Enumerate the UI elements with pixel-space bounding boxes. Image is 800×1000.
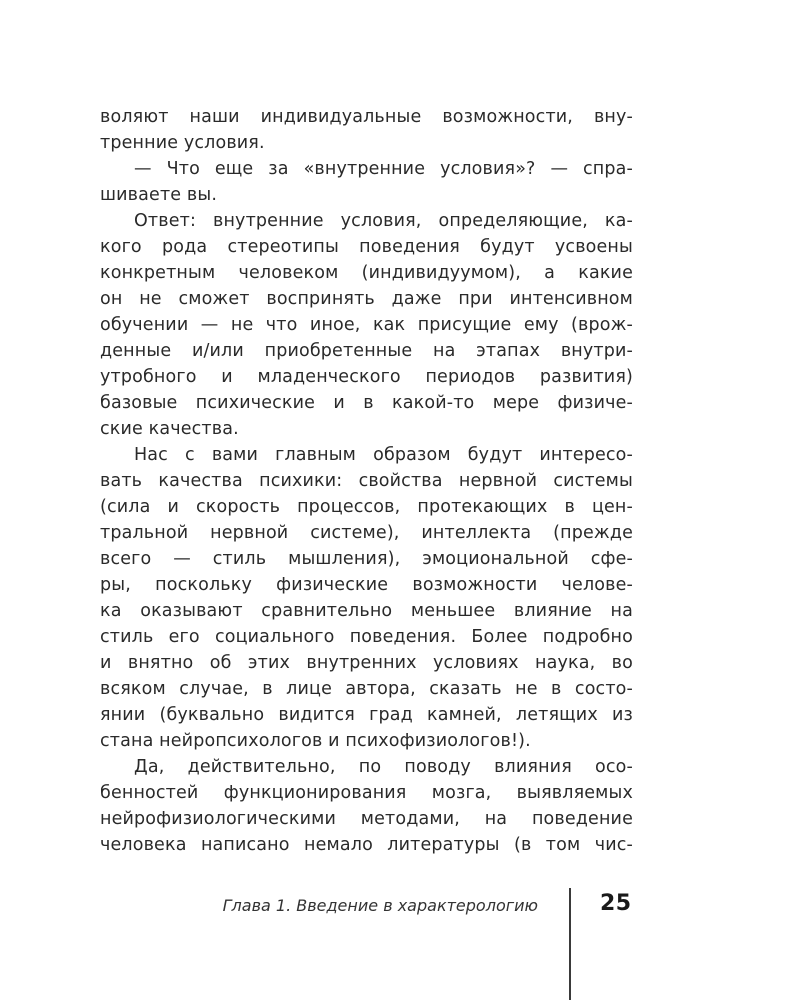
text-line: воляют наши индивидуальные возможности, вну- xyxy=(100,107,633,127)
text-line: обучении — не что иное, как присущие ему (врож- xyxy=(100,315,633,335)
text-line: конкретным человеком (индивидуумом), а какие xyxy=(100,263,633,283)
text-line: — Что еще за «внутренние условия»? — спра- xyxy=(134,159,633,179)
text-line: тральной нервной системе), интеллекта (прежде xyxy=(100,523,633,543)
text-line: Нас с вами главным образом будут интересо- xyxy=(134,445,633,465)
text-line: и внятно об этих внутренних условиях наука, во xyxy=(100,653,633,673)
footer-divider xyxy=(569,888,571,1000)
text-line: денные и/или приобретенные на этапах внутри- xyxy=(100,341,633,361)
text-line: ры, поскольку физические возможности челове- xyxy=(100,575,633,595)
text-line: Ответ: внутренние условия, определяющие, ка- xyxy=(134,211,633,231)
text-line: стиль его социального поведения. Более подробно xyxy=(100,627,633,647)
text-line: шиваете вы. xyxy=(100,185,218,205)
text-line: бенностей функционирования мозга, выявляемых xyxy=(100,783,633,803)
text-line: вать качества психики: свойства нервной системы xyxy=(100,471,633,491)
text-line: он не сможет воспринять даже при интенсивном xyxy=(100,289,633,309)
paragraph xyxy=(100,208,633,442)
paragraph xyxy=(100,156,633,208)
paragraph xyxy=(100,442,633,754)
text-line: янии (буквально видится град камней, летящих из xyxy=(100,705,633,725)
text-line: ка оказывают сравнительно меньшее влияние на xyxy=(100,601,633,621)
text-line: (сила и скорость процессов, протекающих в цен- xyxy=(100,497,633,517)
body-text xyxy=(100,104,633,858)
text-line: Да, действительно, по поводу влияния осо- xyxy=(134,757,633,777)
text-line: кого рода стереотипы поведения будут усвоены xyxy=(100,237,633,257)
text-line: базовые психические и в какой-то мере физиче- xyxy=(100,393,633,413)
text-line: ские качества. xyxy=(100,419,239,439)
text-line: стана нейропсихологов и психофизиологов!). xyxy=(100,731,531,751)
text-line: нейрофизиологическими методами, на поведение xyxy=(100,809,633,829)
page-number: 25 xyxy=(600,891,632,916)
text-line: человека написано немало литературы (в том чис- xyxy=(100,835,633,855)
text-line: тренние условия. xyxy=(100,133,265,153)
text-line: всего — стиль мышления), эмоциональной сфе- xyxy=(100,549,633,569)
paragraph xyxy=(100,754,633,858)
text-line: утробного и младенческого периодов развития) xyxy=(100,367,633,387)
paragraph xyxy=(100,104,633,156)
running-footer-chapter: Глава 1. Введение в характерологию xyxy=(222,896,538,915)
text-line: всяком случае, в лице автора, сказать не в состо- xyxy=(100,679,633,699)
